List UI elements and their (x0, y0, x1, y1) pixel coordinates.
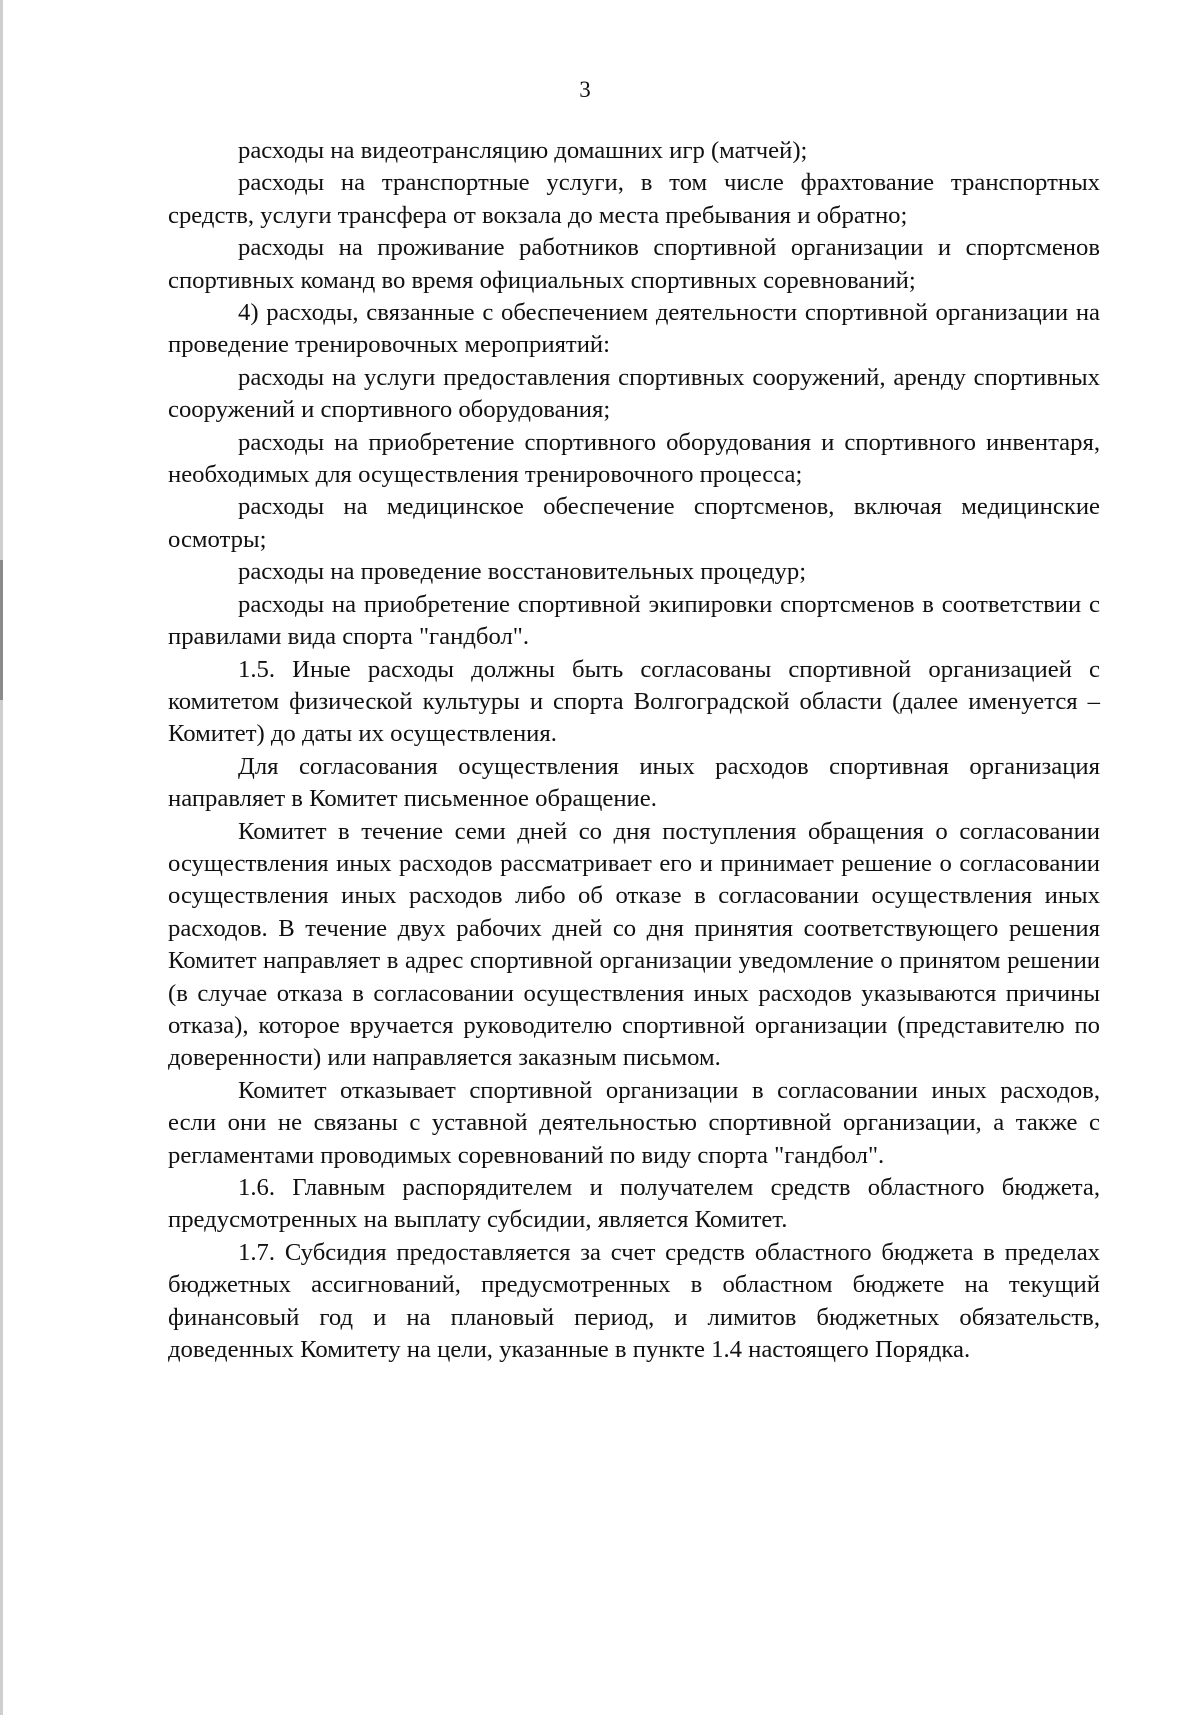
paragraph-facilities: расходы на услуги предоставления спортивных сооружений, аренду спортивных сооружений и спортивного оборудования; (168, 363, 1100, 424)
paragraph-1-7: 1.7. Субсидия предоставляется за счет средств областного бюджета в пределах бюджетных ассигнований, предусмотренных в областном бюджете на текущий финансовый год и на плановый период, и лимитов бюджетных обязательств, доведенных Комитету на цели, указанные в пункте 1.4 настоящего Порядка. (168, 1238, 1100, 1364)
paragraph-accommodation: расходы на проживание работников спортивной организации и спортсменов спортивных команд во время официальных спортивных соревнований; (168, 234, 1100, 294)
paragraph-outfit: расходы на приобретение спортивной экипировки спортсменов в соответствии с правилами вида спорта "гандбол". (168, 590, 1100, 651)
paragraph-1-5: 1.5. Иные расходы должны быть согласованы спортивной организацией с комитетом физической культуры и спорта Волгоградской области (далее именуется – Комитет) до даты их осуществления. (168, 655, 1100, 748)
paragraph-1-6: 1.6. Главным распорядителем и получателем средств областного бюджета, предусмотренных на выплату субсидии, является Комитет. (168, 1174, 1100, 1234)
paragraph-committee-decision: Комитет в течение семи дней со дня поступления обращения о согласовании осуществления иных расходов рассматривает его и принимает решение о согласовании осуществления иных расходов либо об отказе в согласовании осуществления иных расходов. В течение двух рабочих дней со дня принятия соответствующего решения Комитет направляет в адрес спортивной организации уведомление о принятом решении (в случае отказа в согласовании осуществления иных расходов указываются причины отказа), которое вручается руководителю спортивной организации (представителю по доверенности) или направляется заказным письмом. (168, 817, 1100, 1072)
paragraph-video-broadcast: расходы на видеотрансляцию домашних игр (матчей); (238, 137, 808, 164)
paragraph-committee-refusal: Комитет отказывает спортивной организации в согласовании иных расходов, если они не связаны с уставной деятельностью спортивной организации, а также с регламентами проводимых соревнований по виду спорта "гандбол". (168, 1076, 1100, 1169)
scan-edge-line (0, 0, 3, 1715)
paragraph-equipment: расходы на приобретение спортивного оборудования и спортивного инвентаря, необходимых для осуществления тренировочного процесса; (168, 428, 1100, 489)
document-body (168, 135, 1100, 1366)
paragraph-recovery: расходы на проведение восстановительных процедур; (238, 558, 807, 586)
scan-edge-mark (0, 560, 3, 700)
page-number: 3 (579, 77, 591, 102)
paragraph-approval-request: Для согласования осуществления иных расходов спортивная организация направляет в Комитет письменное обращение. (168, 752, 1100, 813)
paragraph-item-4: 4) расходы, связанные с обеспечением деятельности спортивной организации на проведение тренировочных мероприятий: (168, 299, 1100, 359)
paragraph-transport: расходы на транспортные услуги, в том числе фрахтование транспортных средств, услуги трансфера от вокзала до места пребывания и обратно; (168, 169, 1100, 229)
paragraph-medical: расходы на медицинское обеспечение спортсменов, включая медицинские осмотры; (168, 493, 1100, 553)
